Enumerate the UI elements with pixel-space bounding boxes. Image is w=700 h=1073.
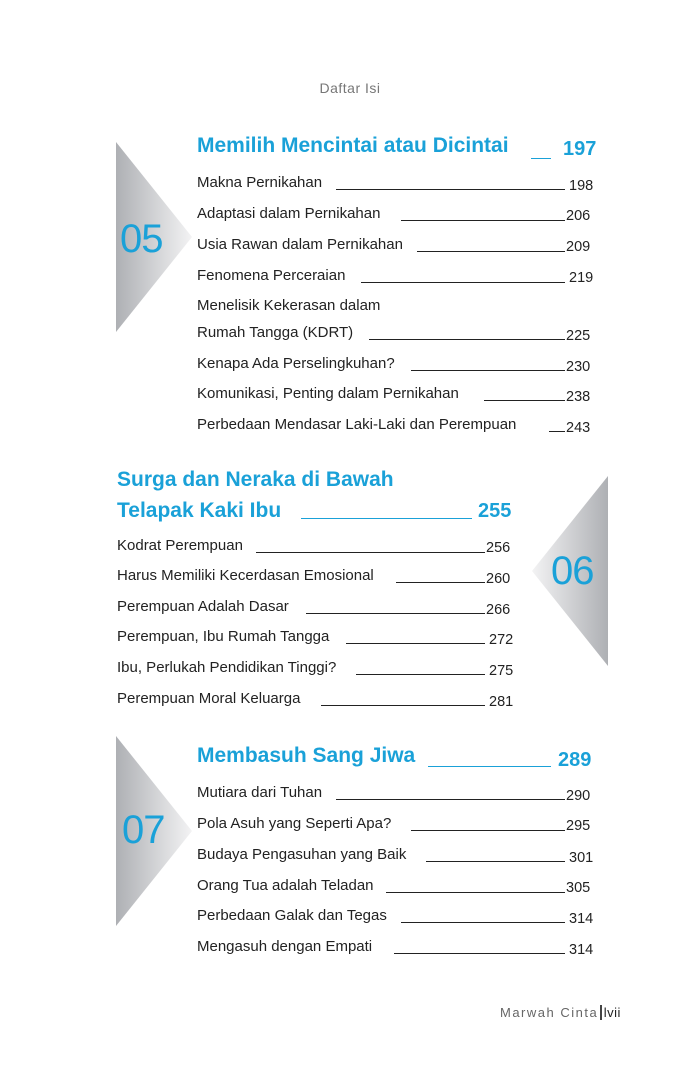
toc-entry-page: 295 bbox=[566, 818, 591, 834]
toc-entry-title[interactable]: Perempuan, Ibu Rumah Tangga bbox=[117, 628, 330, 645]
toc-entry-page: 275 bbox=[489, 663, 514, 679]
chapter-07-title[interactable]: Membasuh Sang Jiwa bbox=[197, 744, 416, 767]
chapter-05-title-leader bbox=[531, 158, 551, 159]
toc-leader-line bbox=[256, 552, 485, 553]
toc-leader-line bbox=[336, 799, 565, 800]
toc-leader-line bbox=[401, 220, 565, 221]
toc-entry-page: 209 bbox=[566, 239, 591, 255]
toc-entry-title[interactable]: Budaya Pengasuhan yang Baik bbox=[197, 846, 407, 863]
toc-entry-title[interactable]: Komunikasi, Penting dalam Pernikahan bbox=[197, 385, 459, 402]
footer-book-title: Marwah Cinta bbox=[500, 1005, 599, 1020]
chapter-07-page: 289 bbox=[558, 749, 592, 771]
toc-leader-line bbox=[394, 953, 565, 954]
toc-entry-title[interactable]: Mengasuh dengan Empati bbox=[197, 938, 373, 955]
toc-leader-line bbox=[386, 892, 565, 893]
toc-entry-title[interactable]: Adaptasi dalam Pernikahan bbox=[197, 205, 381, 222]
toc-entry-title[interactable]: Ibu, Perlukah Pendidikan Tinggi? bbox=[117, 659, 337, 676]
chapter-05-number: 05 bbox=[120, 217, 163, 261]
toc-entry-title[interactable]: Harus Memiliki Kecerdasan Emosional bbox=[117, 567, 374, 584]
toc-entry-title[interactable]: Fenomena Perceraian bbox=[197, 267, 346, 284]
toc-entry-page: 230 bbox=[566, 359, 591, 375]
running-header: Daftar Isi bbox=[319, 80, 381, 96]
toc-entry-title[interactable]: Menelisik Kekerasan dalam bbox=[197, 297, 381, 314]
toc-entry-title[interactable]: Perbedaan Mendasar Laki-Laki dan Perempuan bbox=[197, 416, 517, 433]
toc-leader-line bbox=[411, 370, 565, 371]
toc-entry-title[interactable]: Makna Pernikahan bbox=[197, 174, 323, 191]
toc-entry-page: 225 bbox=[566, 328, 591, 344]
footer-separator bbox=[600, 1005, 602, 1020]
chapter-07-title-leader bbox=[428, 766, 551, 767]
toc-leader-line bbox=[411, 830, 565, 831]
toc-leader-line bbox=[417, 251, 565, 252]
chapter-06-page: 255 bbox=[478, 500, 512, 522]
toc-leader-line bbox=[401, 922, 565, 923]
toc-entry-title[interactable]: Mutiara dari Tuhan bbox=[197, 784, 323, 801]
page-footer bbox=[500, 1005, 621, 1020]
toc-leader-line bbox=[336, 189, 565, 190]
chapter-06-title-continued[interactable]: Telapak Kaki Ibu bbox=[117, 499, 282, 522]
toc-entry-page: 198 bbox=[569, 178, 594, 194]
toc-entry-page: 206 bbox=[566, 208, 591, 224]
toc-leader-line bbox=[426, 861, 565, 862]
toc-entry-title[interactable]: Usia Rawan dalam Pernikahan bbox=[197, 236, 403, 253]
toc-leader-line bbox=[369, 339, 565, 340]
toc-entry-title[interactable]: Perempuan Moral Keluarga bbox=[117, 690, 301, 707]
footer-page-number: lvii bbox=[603, 1005, 621, 1020]
toc-leader-line bbox=[396, 582, 485, 583]
toc-entry-page: 281 bbox=[489, 694, 514, 710]
toc-leader-line bbox=[306, 613, 485, 614]
toc-entry-title[interactable]: Kenapa Ada Perselingkuhan? bbox=[197, 355, 395, 372]
toc-entry-page: 266 bbox=[486, 602, 511, 618]
toc-leader-line bbox=[361, 282, 565, 283]
chapter-06-title[interactable]: Surga dan Neraka di Bawah bbox=[117, 468, 394, 491]
chapter-05-title[interactable]: Memilih Mencintai atau Dicintai bbox=[197, 134, 509, 157]
toc-entry-title[interactable]: Perempuan Adalah Dasar bbox=[117, 598, 289, 615]
toc-entry-title-continued[interactable]: Rumah Tangga (KDRT) bbox=[197, 324, 354, 341]
toc-entry-title[interactable]: Orang Tua adalah Teladan bbox=[197, 877, 374, 894]
chapter-06-title-leader bbox=[301, 518, 472, 519]
toc-entry-page: 219 bbox=[569, 270, 594, 286]
toc-entry-page: 314 bbox=[569, 942, 594, 958]
toc-entry-title[interactable]: Kodrat Perempuan bbox=[117, 537, 243, 554]
chapter-06-number: 06 bbox=[551, 549, 594, 593]
toc-entry-title[interactable]: Pola Asuh yang Seperti Apa? bbox=[197, 815, 392, 832]
toc-leader-line bbox=[356, 674, 485, 675]
toc-entry-page: 238 bbox=[566, 389, 591, 405]
toc-leader-line bbox=[549, 431, 565, 432]
toc-entry-page: 260 bbox=[486, 571, 511, 587]
toc-leader-line bbox=[321, 705, 485, 706]
toc-entry-page: 272 bbox=[489, 632, 514, 648]
chapter-05-page: 197 bbox=[563, 138, 597, 160]
toc-entry-page: 256 bbox=[486, 540, 511, 556]
toc-entry-page: 305 bbox=[566, 880, 591, 896]
toc-entry-page: 301 bbox=[569, 850, 594, 866]
toc-leader-line bbox=[346, 643, 485, 644]
toc-entry-page: 243 bbox=[566, 420, 591, 436]
toc-entry-page: 290 bbox=[566, 788, 591, 804]
toc-leader-line bbox=[484, 400, 565, 401]
toc-entry-title[interactable]: Perbedaan Galak dan Tegas bbox=[197, 907, 387, 924]
toc-entry-page: 314 bbox=[569, 911, 594, 927]
chapter-07-number: 07 bbox=[122, 808, 165, 852]
